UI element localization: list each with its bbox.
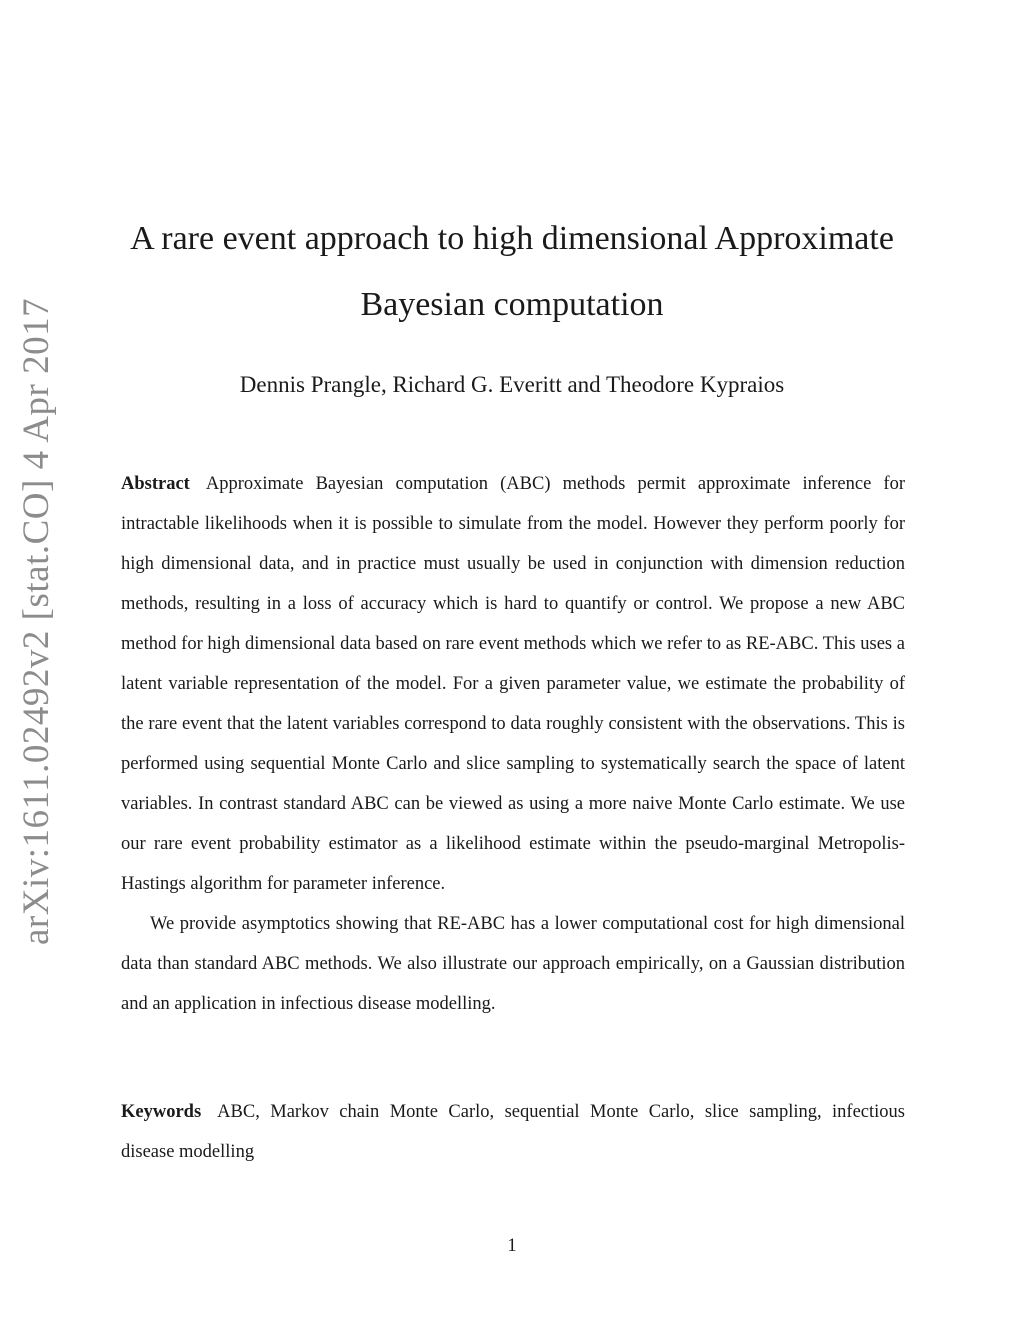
paper-authors: Dennis Prangle, Richard G. Everitt and Theodore Kypraios [239,372,785,397]
abstract-section [121,464,905,1024]
keywords-label: Keywords [121,1102,202,1122]
keywords-text: ABC, Markov chain Monte Carlo, sequential Monte Carlo, slice sampling, infectious disease modelling [121,1102,905,1162]
abstract-paragraph-2: We provide asymptotics showing that RE-ABC has a lower computational cost for high dimensional data than standard ABC methods. We also illustrate our approach empirically, on a Gaussian distribution and an application in infectious disease modelling. [121,914,905,1014]
page-number: 1 [507,1236,517,1256]
abstract-label: Abstract [121,474,190,494]
abstract-text-1: Approximate Bayesian computation (ABC) methods permit approximate inference for intractable likelihoods when it is possible to simulate from the model. However they perform poorly for high dimensional data, and in practice must usually be used in conjunction with dimension reduction methods, resulting in a loss of accuracy which is hard to quantify or control. We propose a new ABC method for high dimensional data based on rare event methods which we refer to as RE-ABC. This uses a latent variable representation of the model. For a given parameter value, we estimate the probability of the rare event that the latent variables correspond to data roughly consistent with the observations. This is performed using sequential Monte Carlo and slice sampling to systematically search the space of latent variables. In contrast standard ABC can be viewed as using a more naive Monte Carlo estimate. We use our rare event probability estimator as a likelihood estimate within the pseudo-marginal Metropolis-Hastings algorithm for parameter inference. [121,474,905,894]
arxiv-identifier: arXiv:1611.02492v2 [stat.CO] 4 Apr 2017 [16,297,57,945]
keywords-section [121,1092,905,1172]
abstract-paragraph-1 [121,464,905,904]
paper-title: A rare event approach to high dimensional Approximate Bayesian computation [130,220,894,323]
